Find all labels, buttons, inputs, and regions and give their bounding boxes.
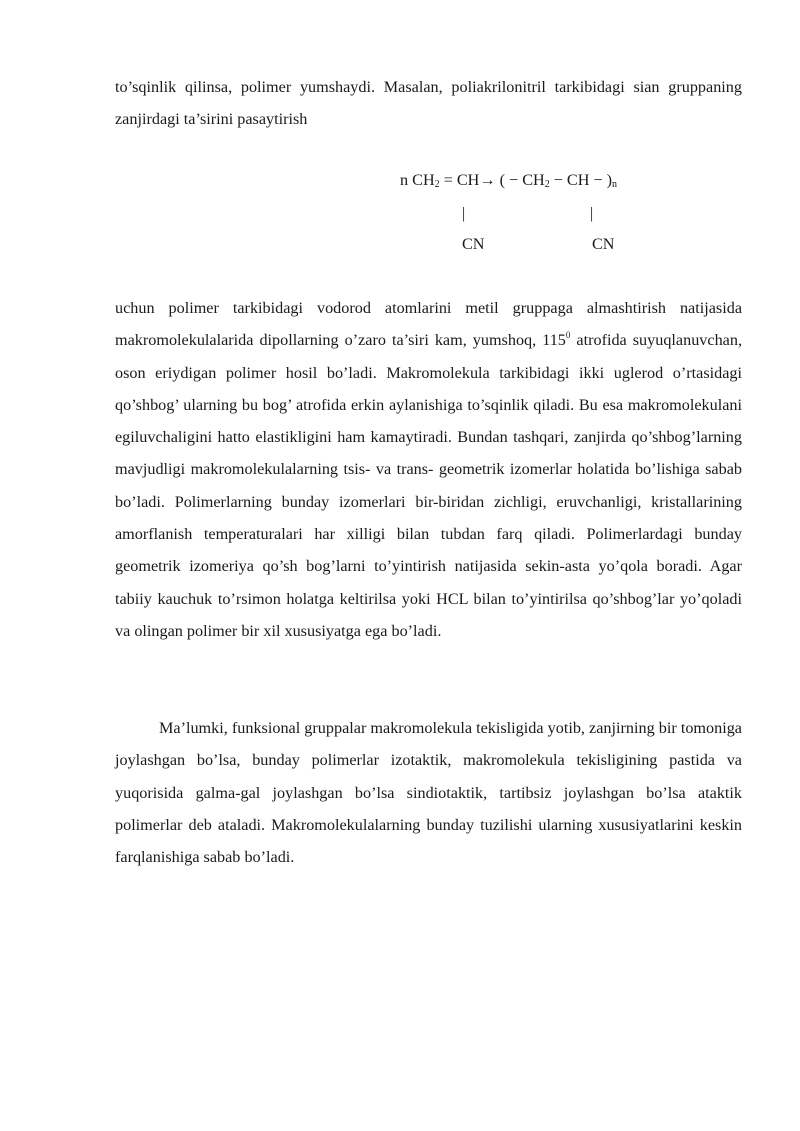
formula-part-2: = CH→ ( − CH <box>439 171 545 189</box>
formula-subscript-2: 2 <box>544 179 550 190</box>
paragraph-main-start: uchun polimer tarkibidagi vodorod atomlarini metil gruppaga almashtirish natijasida makromolekulalarida dipollarning o’zaro ta’siri kam, yumshoq, 115 <box>115 299 742 350</box>
paragraph-intro: to’sqinlik qilinsa, polimer yumshaydi. Masalan, poliakrilonitril tarkibidagi sian gruppaning zanjirdagi ta’sirini pasaytirish <box>115 78 742 129</box>
degree-superscript: 0 <box>565 330 571 341</box>
formula-bond-left: | <box>462 204 466 222</box>
paragraph-main <box>115 292 742 647</box>
paragraph-main-rest: atrofida suyuqlanuvchan, oson eriydigan polimer hosil bo’ladi. Makromolekula tarkibidagi ikki uglerod o’rtasidagi qo’shbog’ ularning bu bog’ atrofida erkin aylanishiga to’sqinlik qiladi. Bu esa makromolekulani egiluvchaligini hatto elastikligini ham kamaytiradi. Bundan tashqari, zanjirda qo’shbog’larning mavjudligi makromolekulalarning tsis- va trans- geometrik izomerlar holatida bo’lishiga sabab bo’ladi. Polimerlarning bunday izomerlari bir-biridan zichligi, eruvchanligi, kristallarining amorflanish temperaturalari har xilligi bilan tubdan farq qiladi. Polimerlardagi bunday geometrik izomeriya qo’sh bog’larni to’yintirish natijasida sekin-asta yo’qola boradi. Agar tabiiy kauchuk to’rsimon holatga keltirilsa yoki HCL bilan to’yintirilsa qo’shbog’lar yo’qoladi va olingan polimer bir xil xususiyatga ega bo’ladi. <box>115 331 743 640</box>
polymerization-equation <box>400 170 617 195</box>
formula-bond-right: | <box>590 204 594 222</box>
formula-subscript-n: n <box>612 179 618 190</box>
formula-part-1: n CH <box>400 171 435 189</box>
formula-cn-right: CN <box>592 235 615 253</box>
paragraph-tacticity: Ma’lumki, funksional gruppalar makromolekula tekisligida yotib, zanjirning bir tomoniga joylashgan bo’lsa, bunday polimerlar izotaktik, makromolekula tekisligining pastida va yuqorisida galma-gal joylashgan bo’lsa sindiotaktik, tartibsiz joylashgan bo’lsa ataktik polimerlar deb ataladi. Makromolekulalarning bunday tuzilishi ularning xususiyatlarini keskin farqlanishiga sabab bo’ladi. <box>115 719 742 867</box>
formula-part-3: − CH − ) <box>549 171 613 189</box>
formula-cn-left: CN <box>462 235 485 253</box>
formula-subscript-1: 2 <box>434 179 440 190</box>
